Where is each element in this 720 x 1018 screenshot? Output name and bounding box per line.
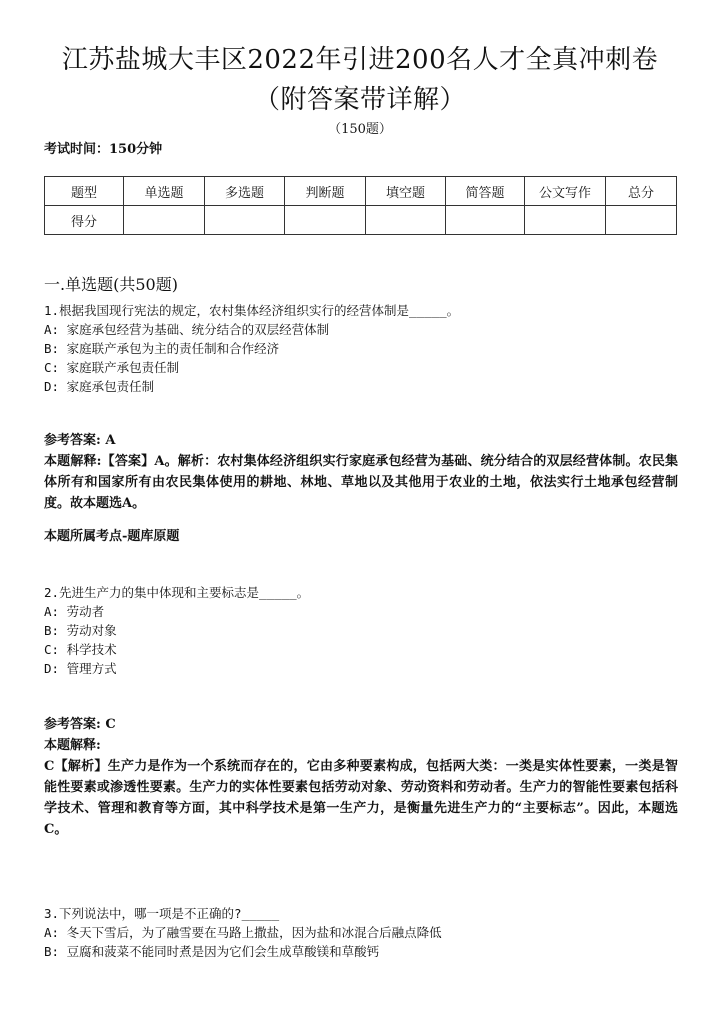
section-heading: 一.单选题(共50题) (44, 275, 178, 294)
score-table-row (45, 206, 677, 235)
score-table-header: 单选题 (124, 177, 205, 206)
question-1 (44, 301, 684, 396)
score-table-header: 总分 (606, 177, 677, 206)
question-stem: 2.先进生产力的集中体现和主要标志是_____。 (44, 585, 310, 600)
question-count: （150题） (328, 122, 392, 137)
explanation-text (44, 451, 678, 514)
reference-answer: 参考答案: A (44, 433, 116, 448)
question-2 (44, 583, 684, 678)
option-b: B: 劳动对象 (44, 623, 117, 638)
score-cell (606, 206, 677, 235)
score-table-header: 题型 (45, 177, 124, 206)
answer-block-1 (44, 430, 678, 514)
reference-answer: 参考答案: C (44, 717, 116, 732)
option-d: D: 管理方式 (44, 661, 117, 676)
explanation-label-inline: 本题解释: (44, 454, 102, 469)
score-row-label: 得分 (45, 206, 124, 235)
exam-time: 考试时间：150分钟 (44, 142, 163, 157)
score-cell (124, 206, 205, 235)
explanation-text: C【解析】生产力是作为一个系统而存在的，它由多种要素构成，包括两大类：一类是实体性要素，一类是智能性要素或渗透性要素。生产力的实体性要素包括劳动对象、劳动资料和劳动者。生产力的智能性要素包括科学技术、管理和教育等方面，其中科学技术是第一生产力，是衡量先进生产力的“主要标志”。因此，本题选C。 (44, 759, 678, 837)
score-table-header: 简答题 (446, 177, 525, 206)
score-table-header-row (45, 177, 677, 206)
option-a: A: 家庭承包经营为基础、统分结合的双层经营体制 (44, 322, 330, 337)
question-stem: 3.下列说法中，哪一项是不正确的?_____ (44, 906, 280, 921)
score-cell (285, 206, 366, 235)
score-cell (525, 206, 606, 235)
score-table-header: 填空题 (366, 177, 446, 206)
explanation-label: 本题解释: (44, 738, 101, 753)
score-cell (366, 206, 446, 235)
explanation-body: 【答案】A。解析：农村集体经济组织实行家庭承包经营为基础、统分结合的双层经营体制。农民集体所有和国家所有由农民集体使用的耕地、林地、草地以及其他用于农业的土地，依法实行土地承包经营制度。故本题选A。 (44, 454, 678, 511)
document-subtitle: （附答案带详解） (253, 85, 466, 115)
document-title: 江苏盐城大丰区2022年引进200名人才全真冲刺卷 (61, 45, 659, 75)
option-a: A: 冬天下雪后，为了融雪要在马路上撒盐，因为盐和冰混合后融点降低 (44, 925, 442, 940)
option-a: A: 劳动者 (44, 604, 105, 619)
question-3 (44, 904, 684, 961)
option-c: C: 家庭联产承包责任制 (44, 360, 180, 375)
score-cell (446, 206, 525, 235)
score-table-header: 判断题 (285, 177, 366, 206)
option-d: D: 家庭承包责任制 (44, 379, 155, 394)
score-table (44, 176, 677, 235)
score-cell (205, 206, 285, 235)
score-table-header: 多选题 (205, 177, 285, 206)
score-table-header: 公文写作 (525, 177, 606, 206)
option-b: B: 家庭联产承包为主的责任制和合作经济 (44, 341, 280, 356)
answer-block-2 (44, 714, 678, 840)
knowledge-source: 本题所属考点-题库原题 (44, 529, 180, 544)
option-c: C: 科学技术 (44, 642, 117, 657)
question-stem: 1.根据我国现行宪法的规定，农村集体经济组织实行的经营体制是_____。 (44, 303, 460, 318)
option-b: B: 豆腐和菠菜不能同时煮是因为它们会生成草酸镁和草酸钙 (44, 944, 380, 959)
